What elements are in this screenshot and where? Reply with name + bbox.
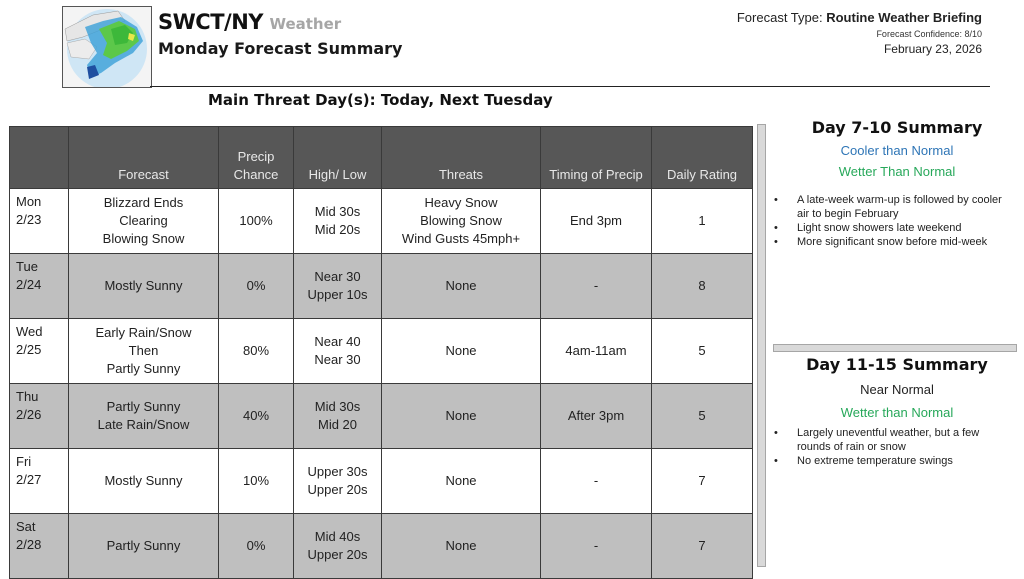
- threat-line: None: [445, 343, 477, 358]
- day-name: Wed: [16, 324, 43, 339]
- forecast-date: February 23, 2026: [883, 42, 982, 56]
- brand: [158, 10, 341, 34]
- daily-rating-cell: 1: [652, 189, 753, 254]
- forecast-type: [737, 10, 982, 25]
- col-header-high-low: High/ Low: [294, 127, 382, 189]
- day-date: 2/28: [16, 537, 42, 552]
- day-11-15-temp-outlook: Near Normal: [860, 382, 934, 397]
- day-11-15-precip-outlook: Wetter than Normal: [840, 405, 954, 420]
- table-row: [10, 189, 753, 254]
- temp-line: Upper 10s: [307, 287, 368, 302]
- threats-cell: [382, 189, 541, 254]
- timing-cell: -: [541, 449, 652, 514]
- daily-rating-cell: 5: [652, 384, 753, 449]
- temp-line: Mid 30s: [314, 204, 361, 219]
- temp-line: Near 40: [314, 334, 361, 349]
- brand-suffix: Weather: [269, 15, 342, 33]
- threat-line: Blowing Snow: [420, 213, 502, 228]
- header-divider: [150, 86, 990, 87]
- forecast-line: Blowing Snow: [102, 231, 185, 246]
- table-row: [10, 384, 753, 449]
- day-7-10-panel: [770, 118, 1024, 249]
- temp-line: Upper 20s: [307, 482, 368, 497]
- temp-line: Upper 20s: [307, 547, 368, 562]
- bullet-item: • No extreme temperature swings: [770, 454, 1024, 468]
- day-cell: [10, 514, 69, 579]
- forecast-confidence: Forecast Confidence: 8/10: [876, 29, 982, 39]
- col-header-forecast: Forecast: [69, 127, 219, 189]
- forecast-type-label: Forecast Type:: [736, 10, 827, 25]
- day-date: 2/25: [16, 342, 42, 357]
- forecast-cell: [69, 384, 219, 449]
- high-low-cell: [294, 514, 382, 579]
- table-row: [10, 254, 753, 319]
- day-11-15-bullets: [770, 426, 1024, 468]
- timing-cell: -: [541, 254, 652, 319]
- table-row: [10, 319, 753, 384]
- temp-line: Upper 30s: [307, 464, 368, 479]
- forecast-cell: [69, 319, 219, 384]
- day-date: 2/26: [16, 407, 42, 422]
- daily-rating-cell: 7: [652, 514, 753, 579]
- bullet-item: • More significant snow before mid-week: [770, 235, 1024, 249]
- temp-line: Near 30: [314, 269, 361, 284]
- daily-rating-cell: 8: [652, 254, 753, 319]
- forecast-line: Partly Sunny: [106, 538, 181, 553]
- col-header-threats: Threats: [382, 127, 541, 189]
- threats-cell: [382, 514, 541, 579]
- day-7-10-temp-outlook: Cooler than Normal: [840, 143, 954, 158]
- forecast-line: Early Rain/Snow: [95, 325, 192, 340]
- forecast-type-value: Routine Weather Briefing: [826, 10, 982, 25]
- day-name: Thu: [16, 389, 39, 404]
- threat-line: None: [445, 538, 477, 553]
- temp-line: Near 30: [314, 352, 361, 367]
- daily-rating-cell: 7: [652, 449, 753, 514]
- day-name: Sat: [16, 519, 36, 534]
- timing-cell: After 3pm: [541, 384, 652, 449]
- threats-cell: [382, 384, 541, 449]
- day-name: Fri: [16, 454, 32, 469]
- day-cell: [10, 254, 69, 319]
- forecast-meta: [737, 10, 982, 56]
- table-header-row: [10, 127, 753, 189]
- high-low-cell: [294, 319, 382, 384]
- temp-line: Mid 30s: [314, 399, 361, 414]
- threat-line: Heavy Snow: [424, 195, 498, 210]
- threat-line: None: [445, 278, 477, 293]
- day-11-15-panel: [770, 355, 1024, 468]
- daily-rating-cell: 5: [652, 319, 753, 384]
- day-cell: [10, 189, 69, 254]
- timing-cell: End 3pm: [541, 189, 652, 254]
- bullet-item: • Light snow showers late weekend: [770, 221, 1024, 235]
- threat-line: None: [445, 408, 477, 423]
- col-header-rating: Daily Rating: [652, 127, 753, 189]
- timing-cell: 4am-11am: [541, 319, 652, 384]
- precip-chance-cell: 0%: [219, 514, 294, 579]
- temp-line: Mid 20: [317, 417, 358, 432]
- precip-chance-cell: 100%: [219, 189, 294, 254]
- day-7-10-bullets: [770, 193, 1024, 249]
- threat-line: None: [445, 473, 477, 488]
- forecast-line: Blizzard Ends: [103, 195, 184, 210]
- col-header-day: [10, 127, 69, 189]
- table-row: [10, 514, 753, 579]
- panel-divider: [773, 344, 1017, 352]
- vertical-divider: [757, 124, 766, 567]
- bullet-item: • Largely uneventful weather, but a few rounds of rain or snow: [770, 426, 1024, 454]
- day-cell: [10, 449, 69, 514]
- col-header-timing: Timing of Precip: [541, 127, 652, 189]
- day-name: Tue: [16, 259, 38, 274]
- temp-line: Mid 40s: [314, 529, 361, 544]
- day-cell: [10, 384, 69, 449]
- forecast-line: Clearing: [119, 213, 168, 228]
- radar-map-logo: [62, 6, 152, 88]
- brand-name: SWCT/NY: [158, 10, 263, 34]
- day-7-10-precip-outlook: Wetter Than Normal: [838, 164, 956, 179]
- threats-cell: [382, 254, 541, 319]
- radar-map-icon: [63, 7, 151, 87]
- timing-cell: -: [541, 514, 652, 579]
- page-title: Monday Forecast Summary: [158, 39, 403, 58]
- threats-cell: [382, 319, 541, 384]
- forecast-line: Late Rain/Snow: [97, 417, 190, 432]
- forecast-line: Mostly Sunny: [104, 278, 183, 293]
- day-date: 2/24: [16, 277, 42, 292]
- table-row: [10, 449, 753, 514]
- day-date: 2/23: [16, 212, 42, 227]
- forecast-line: Then: [128, 343, 159, 358]
- day-7-10-title: Day 7-10 Summary: [811, 118, 983, 137]
- precip-chance-cell: 0%: [219, 254, 294, 319]
- temp-line: Mid 20s: [314, 222, 361, 237]
- forecast-line: Partly Sunny: [106, 361, 181, 376]
- high-low-cell: [294, 254, 382, 319]
- forecast-cell: [69, 189, 219, 254]
- main-threat-heading: Main Threat Day(s): Today, Next Tuesday: [208, 91, 553, 109]
- day-cell: [10, 319, 69, 384]
- forecast-line: Mostly Sunny: [104, 473, 183, 488]
- high-low-cell: [294, 189, 382, 254]
- forecast-table: [9, 126, 753, 579]
- day-11-15-title: Day 11-15 Summary: [806, 355, 988, 374]
- day-date: 2/27: [16, 472, 42, 487]
- precip-chance-cell: 10%: [219, 449, 294, 514]
- high-low-cell: [294, 449, 382, 514]
- col-header-precip-chance: Precip Chance: [219, 127, 294, 189]
- high-low-cell: [294, 384, 382, 449]
- threats-cell: [382, 449, 541, 514]
- forecast-cell: [69, 449, 219, 514]
- day-name: Mon: [16, 194, 42, 209]
- precip-chance-cell: 80%: [219, 319, 294, 384]
- forecast-cell: [69, 514, 219, 579]
- threat-line: Wind Gusts 45mph+: [401, 231, 521, 246]
- precip-chance-cell: 40%: [219, 384, 294, 449]
- forecast-line: Partly Sunny: [106, 399, 181, 414]
- forecast-cell: [69, 254, 219, 319]
- bullet-item: • A late-week warm-up is followed by cooler air to begin February: [770, 193, 1024, 221]
